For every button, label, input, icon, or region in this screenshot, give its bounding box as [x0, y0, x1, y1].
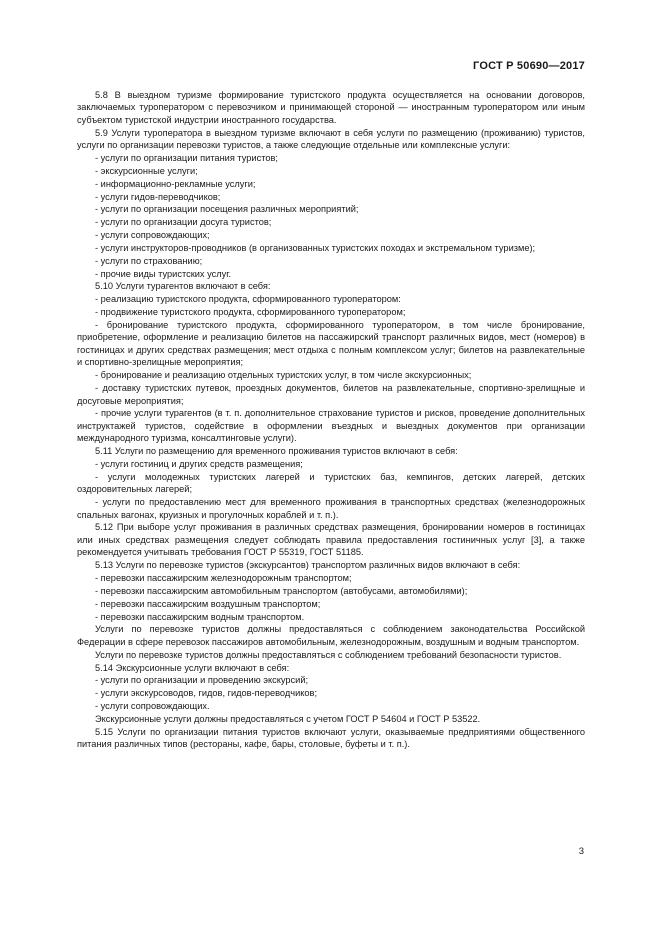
body-paragraph: 5.10 Услуги турагентов включают в себя:: [95, 281, 271, 292]
list-item: - бронирование туристского продукта, сформированного туроператором, в том числе бронирование, приобретение, оформление и реализацию билетов на пассажирский транспорт различных видов, мест (номеров) в гостиницах и других средствах размещения; мест отдыха с полным комплексом услуг; билетов на развлекательные и спортивно-зрелищные мероприятия;: [77, 320, 585, 368]
list-item: - перевозки пассажирским водным транспортом.: [95, 611, 305, 622]
list-item: - продвижение туристского продукта, сформированного туроператором;: [95, 307, 406, 318]
body-paragraph: 5.9 Услуги туроператора в выездном туризме включают в себя услуги по размещению (проживанию) туристов, услуги по организации перевозки туристов, а также следующие отдельные или комплексные услуги:: [77, 127, 585, 151]
list-item: - услуги молодежных туристских лагерей и туристских баз, кемпингов, детских лагерей, детских оздоровительных лагерей;: [77, 471, 585, 495]
list-item: - услуги инструкторов-проводников (в организованных туристских походах и экстремальном туризме);: [95, 242, 536, 253]
body-paragraph: 5.12 При выборе услуг проживания в различных средствах размещения, бронировании номеров в гостиницах или иных средствах размещения следует соблюдать правила предоставления гостиничных услуг [3], а также рекомендуется учитывать требования ГОСТ Р 55319, ГОСТ 51185.: [77, 522, 585, 558]
list-item: - услуги экскурсоводов, гидов, гидов-переводчиков;: [95, 688, 318, 699]
list-item: - доставку туристских путевок, проездных документов, билетов на развлекательные, спортивно-зрелищные и досуговые мероприятия;: [77, 383, 585, 406]
list-item: - информационно-рекламные услуги;: [95, 178, 256, 189]
list-item: - бронирование и реализацию отдельных туристских услуг, в том числе экскурсионных;: [95, 370, 472, 381]
list-item: - услуги по организации питания туристов;: [95, 153, 278, 164]
list-item: - услуги по организации посещения различных мероприятий;: [95, 204, 359, 215]
body-paragraph: Услуги по перевозке туристов должны предоставляться с соблюдением требований безопасности туристов.: [95, 649, 562, 660]
document-body: [77, 89, 585, 751]
list-item: - прочие виды туристских услуг.: [95, 268, 232, 279]
body-paragraph: 5.14 Экскурсионные услуги включают в себя:: [95, 662, 290, 673]
list-item: - экскурсионные услуги;: [95, 165, 198, 176]
list-item: - реализацию туристского продукта, сформированного туроператором:: [95, 294, 401, 305]
list-item: - услуги по организации досуга туристов;: [95, 217, 272, 228]
list-item: - перевозки пассажирским воздушным транспортом;: [95, 598, 321, 609]
list-item: - услуги по предоставлению мест для временного проживания в транспортных средствах (железнодорожных спальных вагонах, круизных и прогулочных кораблей и т. п.).: [77, 497, 585, 520]
list-item: - перевозки пассажирским железнодорожным транспортом;: [95, 572, 352, 583]
body-paragraph: Экскурсионные услуги должны предоставляться с учетом ГОСТ Р 54604 и ГОСТ Р 53522.: [95, 713, 481, 724]
body-paragraph: 5.11 Услуги по размещению для временного проживания туристов включают в себя:: [95, 446, 458, 457]
list-item: - услуги по организации и проведению экскурсий;: [95, 675, 309, 686]
list-item: - услуги гостиниц и других средств размещения;: [95, 458, 303, 469]
list-item: - перевозки пассажирским автомобильным транспортом (автобусами, автомобилями);: [95, 585, 468, 596]
list-item: - услуги по страхованию;: [95, 255, 203, 266]
body-paragraph: Услуги по перевозке туристов должны предоставляться с соблюдением законодательства Российской Федерации в сфере перевозок пассажиров автомобильным, железнодорожным, воздушным и водным транспортом.: [77, 624, 585, 647]
list-item: - услуги гидов-переводчиков;: [95, 191, 221, 202]
body-paragraph: 5.8 В выездном туризме формирование туристского продукта осуществляется на основании договоров, заключаемых туроператором с перевозчиком и принимающей стороной — иностранным туроператором или иным субъектом туристской индустрии иностранного государства.: [77, 90, 585, 125]
page-number: 3: [578, 846, 584, 857]
list-item: - услуги сопровождающих;: [95, 230, 210, 241]
document-code-header: ГОСТ Р 50690—2017: [473, 60, 585, 72]
body-paragraph: 5.15 Услуги по организации питания туристов включают услуги, оказываемые предприятиями общественного питания различных типов (рестораны, кафе, бары, столовые, буфеты и т. п.).: [77, 726, 585, 750]
body-paragraph: 5.13 Услуги по перевозке туристов (экскурсантов) транспортом различных видов включают в себя:: [95, 560, 521, 571]
list-item: - прочие услуги турагентов (в т. п. дополнительное страхование туристов и рисков, проведение дополнительных инструктажей туристов, содействие в оформлении въездных и выездных документов при организации международного туризма, консалтинговые услуги).: [77, 408, 585, 444]
list-item: - услуги сопровождающих.: [95, 701, 210, 712]
